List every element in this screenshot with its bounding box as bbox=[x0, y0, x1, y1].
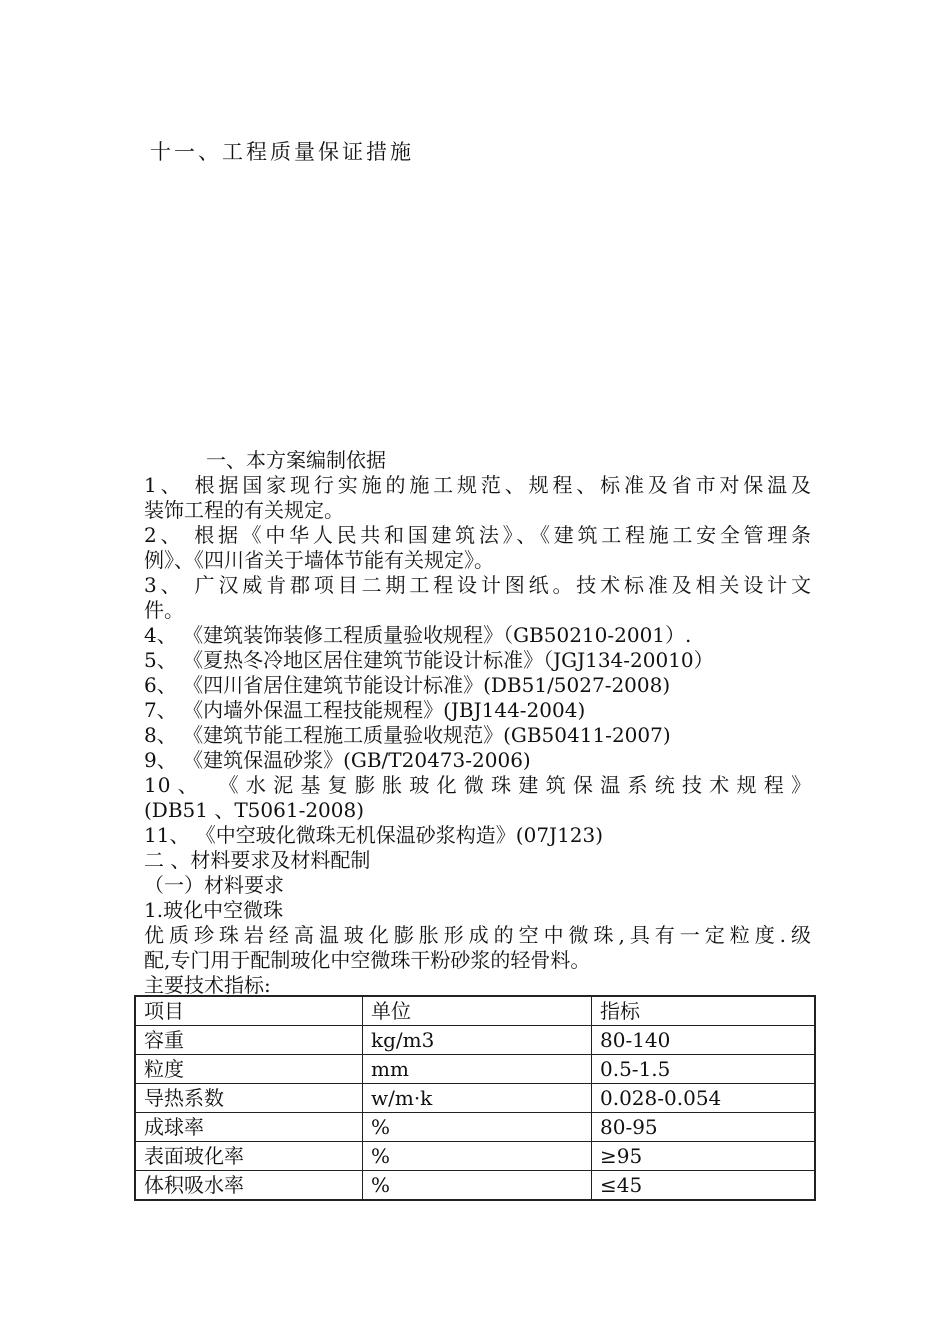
table-row bbox=[135, 1171, 815, 1201]
table-cell: 表面玻化率 bbox=[135, 1142, 363, 1171]
paragraph-line: 1、 根据国家现行实施的施工规范、规程、标准及省市对保温及 bbox=[144, 473, 812, 497]
table-cell: ≤45 bbox=[592, 1171, 816, 1201]
item-title: 1.玻化中空微珠 bbox=[144, 898, 284, 922]
table-cell: 体积吸水率 bbox=[135, 1171, 363, 1201]
paragraph-line: 装饰工程的有关规定。 bbox=[144, 498, 344, 522]
section-title: 二 、材料要求及材料配制 bbox=[144, 848, 371, 872]
table-cell: 成球率 bbox=[135, 1113, 363, 1142]
paragraph-line: 8、 《建筑节能工程施工质量验收规范》(GB50411-2007) bbox=[144, 723, 671, 747]
document-body bbox=[144, 448, 812, 998]
table-header-cell: 项目 bbox=[135, 996, 363, 1026]
table-row bbox=[135, 1055, 815, 1084]
paragraph-line: 4、 《建筑装饰装修工程质量验收规程》（GB50210-2001）. bbox=[144, 623, 692, 647]
paragraph-line: 例》、《四川省关于墙体节能有关规定》。 bbox=[144, 548, 494, 572]
table-cell: ≥95 bbox=[592, 1142, 816, 1171]
table-cell: mm bbox=[363, 1055, 592, 1084]
paragraph-line: 11、 《中空玻化微珠无机保温砂浆构造》(07J123) bbox=[144, 823, 604, 847]
paragraph-line: 6、 《四川省居住建筑节能设计标准》(DB51/5027-2008) bbox=[144, 673, 671, 697]
table-header-row bbox=[135, 996, 815, 1026]
section-title: 一、本方案编制依据 bbox=[206, 448, 386, 472]
table-cell: % bbox=[363, 1171, 592, 1201]
table-cell: 80-95 bbox=[592, 1113, 816, 1142]
table-row bbox=[135, 1113, 815, 1142]
table-cell: 粒度 bbox=[135, 1055, 363, 1084]
paragraph-line: 5、 《夏热冬冷地区居住建筑节能设计标准》（JGJ134-20010） bbox=[144, 648, 714, 672]
paragraph-line: 7、 《内墙外保温工程技能规程》(JBJ144-2004) bbox=[144, 698, 586, 722]
table-cell: w/m·k bbox=[363, 1084, 592, 1113]
table-cell: kg/m3 bbox=[363, 1026, 592, 1055]
table-cell: 0.5-1.5 bbox=[592, 1055, 816, 1084]
paragraph-line: 9、 《建筑保温砂浆》(GB/T20473-2006) bbox=[144, 748, 531, 772]
table-caption: 主要技术指标: bbox=[144, 973, 271, 997]
table-header-cell: 指标 bbox=[592, 996, 816, 1026]
paragraph-line: 优质珍珠岩经高温玻化膨胀形成的空中微珠,具有一定粒度.级 bbox=[144, 923, 812, 947]
table-row bbox=[135, 1026, 815, 1055]
table-cell: 80-140 bbox=[592, 1026, 816, 1055]
table-row bbox=[135, 1142, 815, 1171]
paragraph-line: 10、 《水泥基复膨胀玻化微珠建筑保温系统技术规程》 bbox=[144, 773, 812, 797]
table-cell: % bbox=[363, 1113, 592, 1142]
paragraph-line: 配,专门用于配制玻化中空微珠干粉砂浆的轻骨料。 bbox=[144, 948, 591, 972]
paragraph-line: 件。 bbox=[144, 598, 184, 622]
table-row bbox=[135, 1084, 815, 1113]
spec-table bbox=[134, 995, 816, 1201]
paragraph-line: (DB51 、T5061-2008) bbox=[144, 798, 365, 822]
paragraph-line: 3、 广汉威肯郡项目二期工程设计图纸。技术标准及相关设计文 bbox=[144, 573, 812, 597]
subsection-title: （一）材料要求 bbox=[144, 873, 284, 897]
table-cell: 导热系数 bbox=[135, 1084, 363, 1113]
table-header-cell: 单位 bbox=[363, 996, 592, 1026]
paragraph-line: 2、 根据《中华人民共和国建筑法》、《建筑工程施工安全管理条 bbox=[144, 523, 812, 547]
table-cell: % bbox=[363, 1142, 592, 1171]
table-cell: 0.028-0.054 bbox=[592, 1084, 816, 1113]
table-cell: 容重 bbox=[135, 1026, 363, 1055]
document-heading: 十一、工程质量保证措施 bbox=[150, 140, 414, 164]
